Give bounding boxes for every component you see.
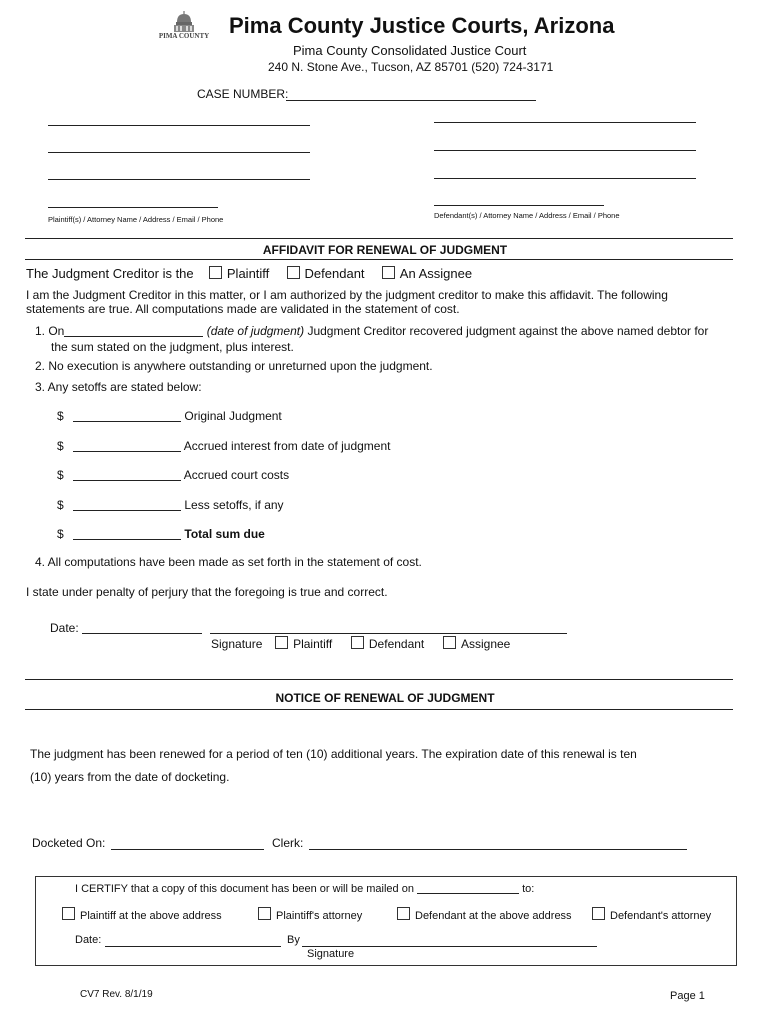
recipient-row [397, 907, 572, 922]
notice-heading: NOTICE OF RENEWAL OF JUDGMENT [275, 691, 495, 705]
recipient-row [62, 907, 222, 922]
certify-text: I CERTIFY that a copy of this document has been or will be mailed on [75, 883, 414, 895]
notice-line-2: (10) years from the date of docketing. [30, 770, 230, 784]
plaintiff-line-4[interactable] [48, 207, 218, 208]
signature-label: Signature [211, 637, 263, 651]
affidavit-date-field[interactable] [82, 633, 202, 634]
assignee-option-label: An Assignee [399, 266, 473, 281]
page-number: Page 1 [670, 990, 705, 1002]
signature-row [211, 636, 510, 651]
divider [25, 238, 733, 239]
amount-row-costs [57, 468, 289, 482]
plaintiff-attorney-label: Plaintiff's attorney [276, 910, 363, 922]
recipient-row [592, 907, 711, 922]
item-1 [35, 324, 708, 338]
affidavit-heading: AFFIDAVIT FOR RENEWAL OF JUDGMENT [262, 243, 508, 257]
plaintiff-address-label: Plaintiff at the above address [80, 910, 222, 922]
item-1-line2: the sum stated on the judgment, plus interest. [51, 340, 294, 354]
defendant-line-3[interactable] [434, 178, 696, 179]
item-1-italic: (date of judgment) [206, 324, 305, 338]
item-4: 4. All computations have been made as set forth in the statement of cost. [35, 555, 422, 569]
item-1-prefix: 1. On [35, 324, 65, 338]
amount-row-interest [57, 439, 390, 453]
defendant-address-label: Defendant at the above address [415, 910, 572, 922]
defendant-caption: Defendant(s) / Attorney Name / Address / Email / Phone [434, 211, 620, 220]
setoffs-label: Less setoffs, if any [184, 498, 284, 512]
assignee-checkbox[interactable] [382, 266, 395, 279]
perjury-statement: I state under penalty of perjury that the foregoing is true and correct. [26, 585, 388, 599]
plaintiff-line-3[interactable] [48, 179, 310, 180]
certify-to: to: [522, 883, 535, 895]
recipient-row [258, 907, 362, 922]
judgment-date-field[interactable] [64, 324, 203, 337]
total-sum-field[interactable] [73, 527, 181, 540]
sig-plaintiff-checkbox[interactable] [275, 636, 288, 649]
clerk-field[interactable] [309, 849, 687, 850]
defendant-option-label: Defendant [304, 266, 365, 281]
accrued-interest-label: Accrued interest from date of judgment [183, 439, 391, 453]
affidavit-date-label: Date: [50, 621, 79, 635]
defendant-attorney-checkbox[interactable] [592, 907, 605, 920]
currency-symbol: $ [57, 527, 64, 541]
plaintiff-option-label: Plaintiff [226, 266, 270, 281]
sig-defendant-label: Defendant [368, 637, 425, 651]
certify-signature-label: Signature [307, 948, 355, 960]
currency-symbol: $ [57, 409, 64, 423]
divider [25, 259, 733, 260]
certify-row [75, 881, 534, 895]
plaintiff-checkbox[interactable] [209, 266, 222, 279]
certify-date-field[interactable] [105, 946, 281, 947]
docketed-label: Docketed On: [32, 836, 106, 850]
total-sum-label: Total sum due [184, 527, 265, 541]
currency-symbol: $ [57, 439, 64, 453]
original-judgment-field[interactable] [73, 409, 181, 422]
sig-assignee-label: Assignee [460, 637, 511, 651]
clerk-label: Clerk: [272, 836, 304, 850]
defendant-line-4[interactable] [434, 205, 604, 206]
court-costs-field[interactable] [73, 468, 181, 481]
court-costs-label: Accrued court costs [183, 468, 290, 482]
amount-row-setoffs [57, 498, 284, 512]
revision-label: CV7 Rev. 8/1/19 [80, 989, 153, 1000]
plaintiff-address-checkbox[interactable] [62, 907, 75, 920]
defendant-checkbox[interactable] [287, 266, 300, 279]
sig-defendant-checkbox[interactable] [351, 636, 364, 649]
certify-signature-field[interactable] [302, 946, 597, 947]
pima-county-seal [152, 8, 216, 42]
currency-symbol: $ [57, 468, 64, 482]
divider [25, 679, 733, 680]
currency-symbol: $ [57, 498, 64, 512]
accrued-interest-field[interactable] [73, 439, 181, 452]
page-title: Pima County Justice Courts, Arizona [229, 13, 615, 38]
affidavit-signature-field[interactable] [210, 633, 567, 634]
case-number-field[interactable] [286, 100, 536, 101]
mail-date-field[interactable] [417, 881, 519, 894]
plaintiff-line-1[interactable] [48, 125, 310, 126]
case-number-label: CASE NUMBER: [197, 87, 289, 101]
court-address: 240 N. Stone Ave., Tucson, AZ 85701 (520) 724-3171 [268, 60, 554, 74]
defendant-attorney-label: Defendant's attorney [610, 910, 712, 922]
plaintiff-line-2[interactable] [48, 152, 310, 153]
item-1-rest: Judgment Creditor recovered judgment against the above named debtor for [307, 324, 709, 338]
plaintiff-attorney-checkbox[interactable] [258, 907, 271, 920]
defendant-line-2[interactable] [434, 150, 696, 151]
setoffs-field[interactable] [73, 498, 181, 511]
sig-assignee-checkbox[interactable] [443, 636, 456, 649]
creditor-label: The Judgment Creditor is the [26, 266, 194, 281]
sig-plaintiff-label: Plaintiff [293, 637, 333, 651]
amount-row-total [57, 527, 265, 541]
defendant-line-1[interactable] [434, 122, 696, 123]
divider [25, 709, 733, 710]
amount-row-original [57, 409, 282, 423]
docketed-field[interactable] [111, 849, 264, 850]
item-2: 2. No execution is anywhere outstanding or unreturned upon the judgment. [35, 359, 433, 373]
seal-text: PIMA COUNTY [158, 32, 210, 40]
plaintiff-caption: Plaintiff(s) / Attorney Name / Address / Email / Phone [48, 215, 224, 224]
court-name: Pima County Consolidated Justice Court [293, 43, 527, 58]
original-judgment-label: Original Judgment [184, 409, 282, 423]
certify-by-label: By [287, 934, 300, 946]
notice-line-1: The judgment has been renewed for a period of ten (10) additional years. The expiration date of this renewal is ten [30, 747, 637, 761]
affidavit-intro: I am the Judgment Creditor in this matter, or I am authorized by the judgment creditor to make this affidavit. The following statements are true. All computations made are validated in the statement of cost. [26, 288, 668, 316]
certify-date-label: Date: [75, 934, 102, 946]
creditor-row [26, 266, 472, 281]
defendant-address-checkbox[interactable] [397, 907, 410, 920]
item-3: 3. Any setoffs are stated below: [35, 380, 202, 394]
